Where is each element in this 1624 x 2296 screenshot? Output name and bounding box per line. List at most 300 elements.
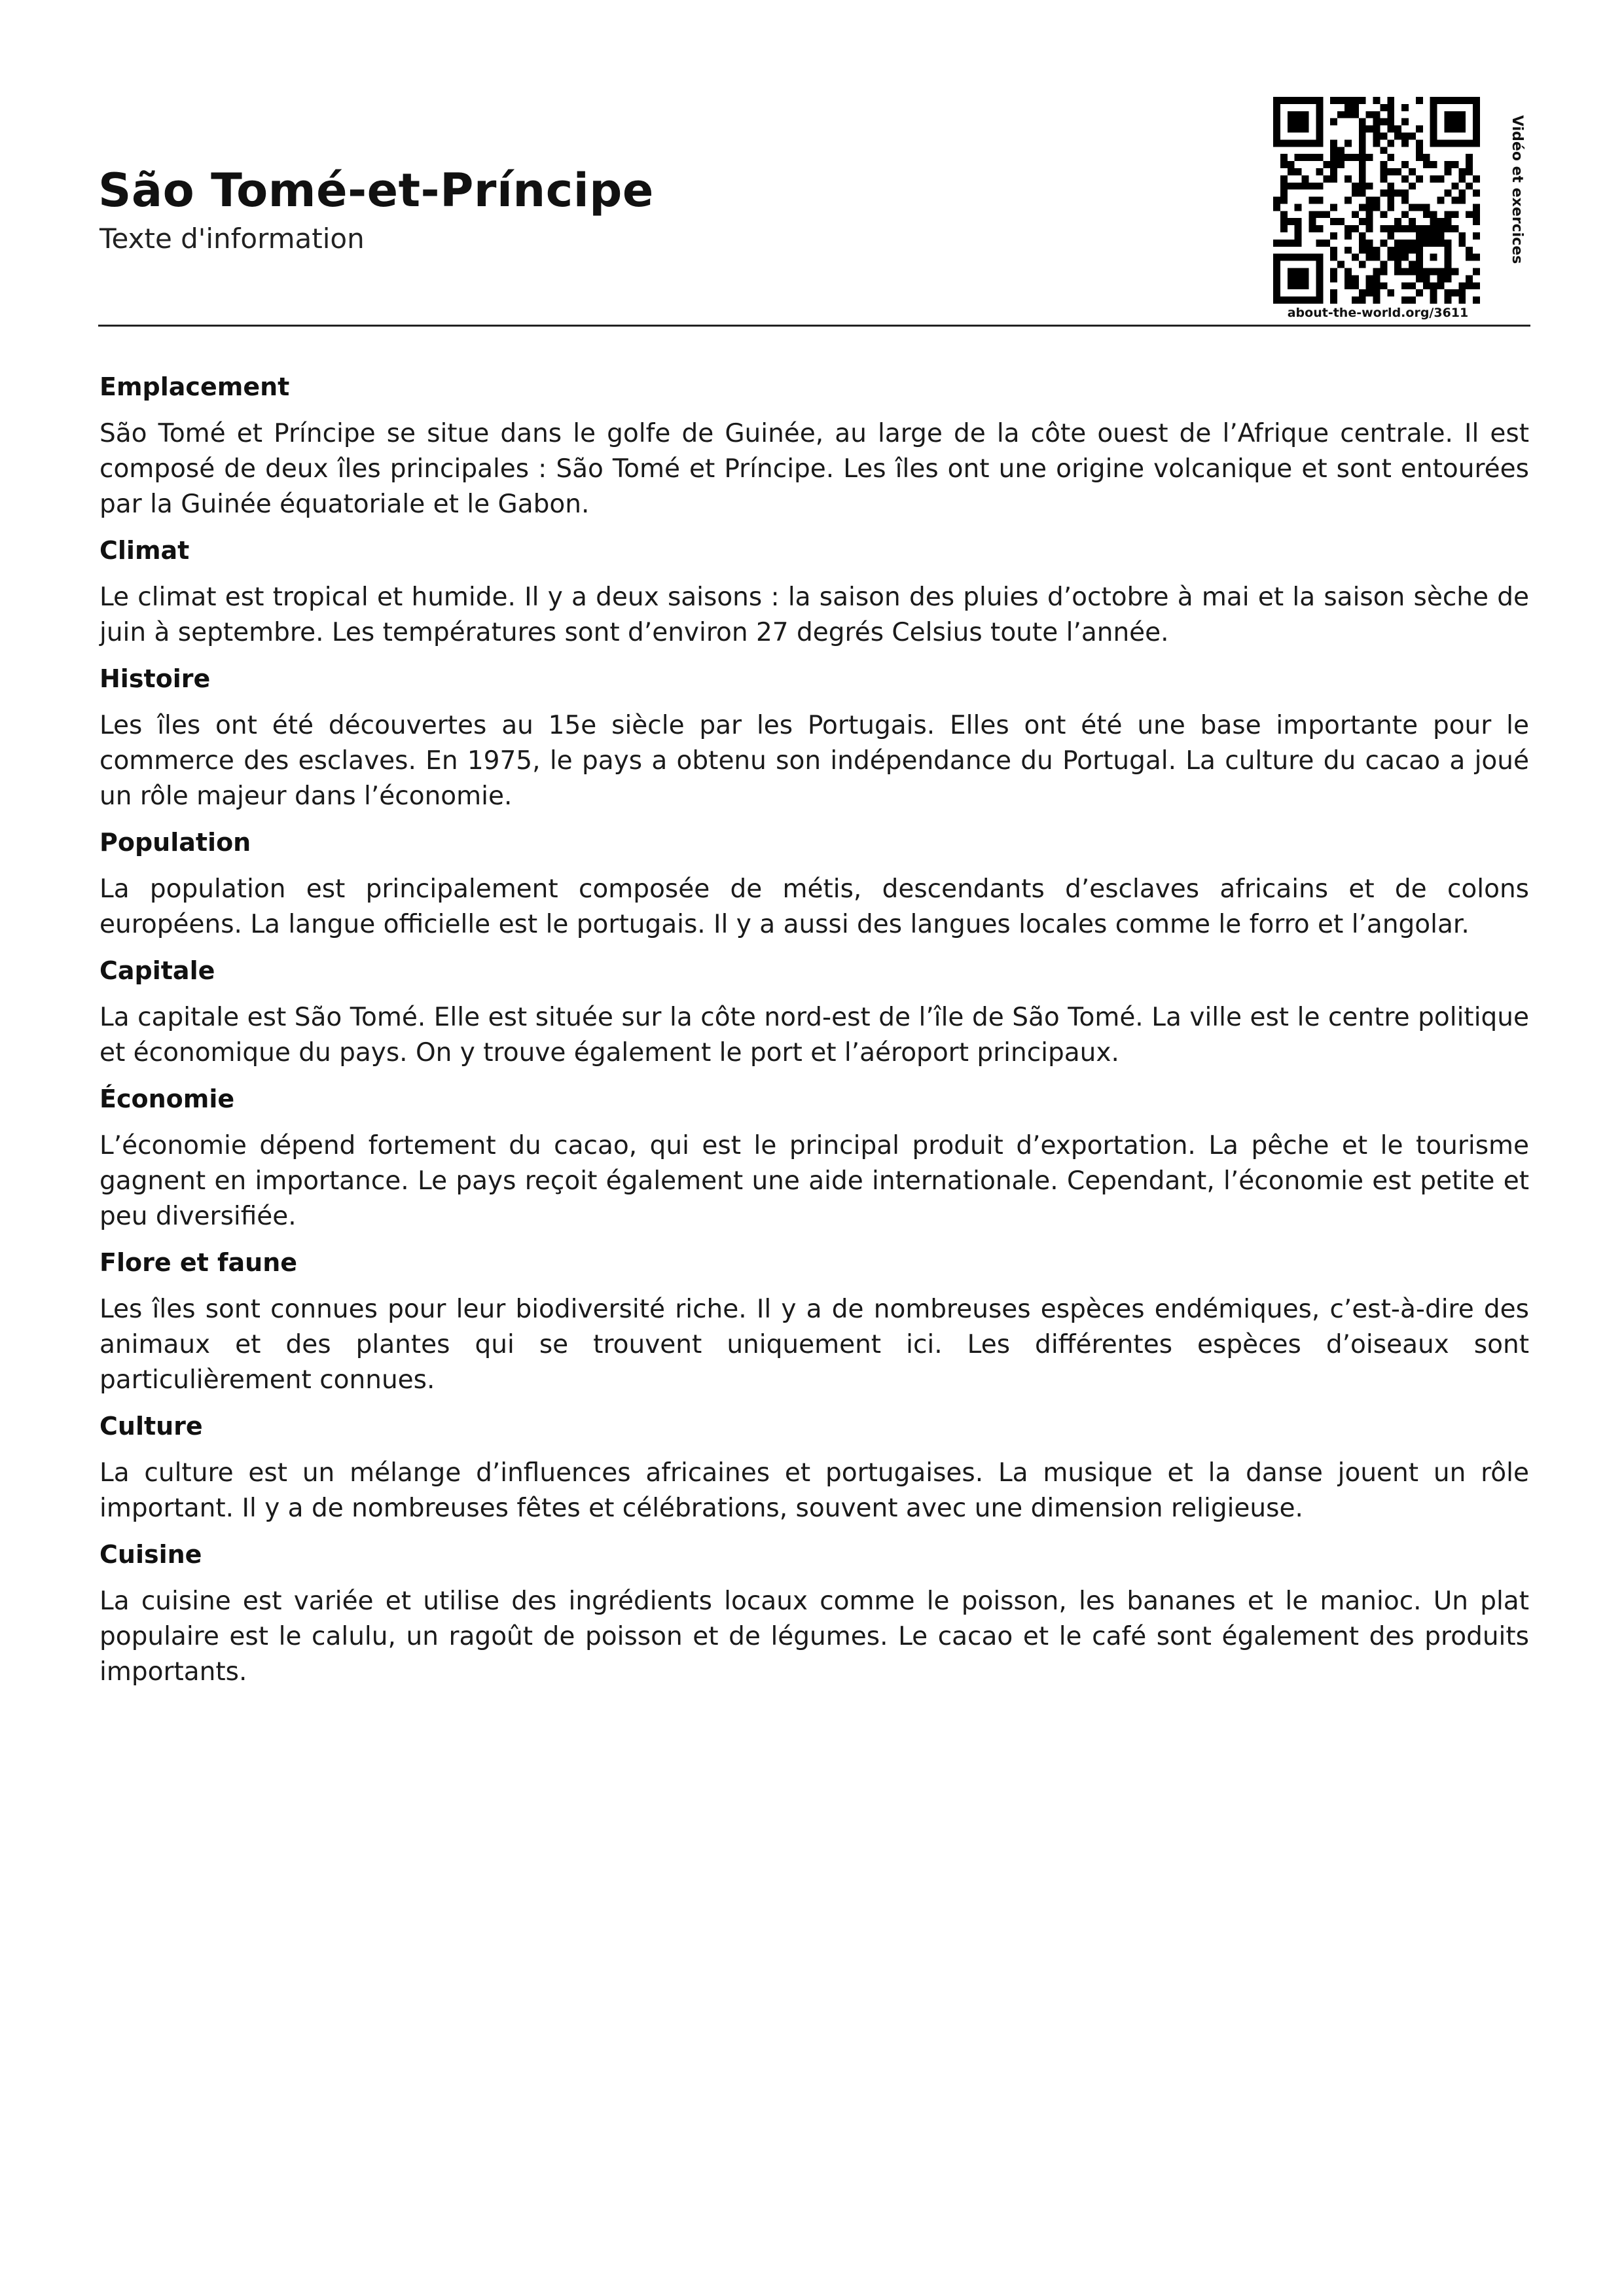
qr-module xyxy=(1416,289,1423,296)
qr-module xyxy=(1366,247,1373,254)
qr-module xyxy=(1394,225,1401,232)
qr-module xyxy=(1401,254,1409,261)
qr-module xyxy=(1359,147,1366,154)
qr-module xyxy=(1288,254,1295,261)
qr-module xyxy=(1430,175,1437,183)
qr-module xyxy=(1366,204,1373,211)
qr-module xyxy=(1430,218,1437,225)
qr-module xyxy=(1302,154,1309,161)
section-paragraph: La capitale est São Tomé. Elle est située sur la côte nord-est de l’île de São Tomé. La ville est le centre politique et économique du pays. On y trouve également le port et l’aéroport principaux. xyxy=(99,1003,1529,1067)
qr-module xyxy=(1458,232,1466,240)
qr-module xyxy=(1445,268,1452,276)
qr-module xyxy=(1416,97,1423,104)
qr-module xyxy=(1295,97,1302,104)
qr-module xyxy=(1423,204,1430,211)
qr-module xyxy=(1473,126,1480,133)
qr-module xyxy=(1380,104,1387,111)
qr-module xyxy=(1295,218,1302,225)
qr-module xyxy=(1366,154,1373,161)
qr-module xyxy=(1352,282,1359,289)
section-heading: Population xyxy=(99,828,251,857)
qr-module xyxy=(1430,126,1437,133)
section-climat xyxy=(99,535,1529,651)
qr-module xyxy=(1366,126,1373,133)
qr-module xyxy=(1316,197,1323,204)
qr-module xyxy=(1401,225,1409,232)
qr-module xyxy=(1295,275,1302,282)
section-heading: Emplacement xyxy=(99,372,290,401)
qr-module xyxy=(1330,154,1337,161)
qr-module xyxy=(1387,111,1394,118)
qr-module xyxy=(1273,240,1280,247)
qr-module xyxy=(1330,247,1337,254)
qr-module xyxy=(1445,225,1452,232)
qr-module xyxy=(1366,282,1373,289)
qr-module xyxy=(1280,211,1288,218)
qr-module xyxy=(1409,183,1416,190)
qr-module xyxy=(1302,183,1309,190)
qr-module xyxy=(1352,211,1359,218)
qr-module xyxy=(1280,175,1288,183)
header-divider xyxy=(98,325,1530,327)
qr-module xyxy=(1280,254,1288,261)
qr-module xyxy=(1380,175,1387,183)
qr-module xyxy=(1430,211,1437,218)
qr-module xyxy=(1316,118,1323,126)
qr-module xyxy=(1273,118,1280,126)
qr-module xyxy=(1280,190,1288,197)
section-paragraph: Les îles sont connues pour leur biodiversité riche. Il y a de nombreuses espèces endémiques, c’est-à-dire des animaux et des plantes qui se trouvent uniquement ici. Les différentes espèces d’oiseaux sont particulièrement connues. xyxy=(99,1295,1529,1395)
qr-module xyxy=(1466,139,1473,147)
qr-module xyxy=(1416,232,1423,240)
qr-module xyxy=(1423,240,1430,247)
qr-module xyxy=(1430,97,1437,104)
qr-module xyxy=(1387,139,1394,147)
qr-module xyxy=(1366,225,1373,232)
qr-module xyxy=(1423,211,1430,218)
qr-module xyxy=(1288,168,1295,175)
qr-module xyxy=(1295,154,1302,161)
qr-module xyxy=(1308,225,1316,232)
qr-module xyxy=(1387,247,1394,254)
qr-module xyxy=(1323,240,1330,247)
qr-module xyxy=(1366,240,1373,247)
qr-module xyxy=(1380,161,1387,168)
qr-module xyxy=(1273,275,1280,282)
qr-module xyxy=(1337,261,1344,268)
section-paragraph: L’économie dépend fortement du cacao, qui est le principal produit d’exportation. La pêche et le tourisme gagnent en importance. Le pays reçoit également une aide internationale. Cependant, l’économie est petite et peu diversifiée. xyxy=(99,1131,1529,1231)
qr-module xyxy=(1316,97,1323,104)
qr-module xyxy=(1445,190,1452,197)
section-economie xyxy=(99,1084,1529,1234)
qr-module xyxy=(1316,126,1323,133)
qr-module xyxy=(1302,275,1309,282)
qr-module xyxy=(1280,139,1288,147)
qr-module xyxy=(1359,218,1366,225)
qr-module xyxy=(1280,197,1288,204)
qr-module xyxy=(1288,111,1295,118)
qr-module xyxy=(1288,240,1295,247)
qr-module xyxy=(1451,161,1458,168)
qr-module xyxy=(1394,190,1401,197)
qr-module xyxy=(1323,161,1330,168)
qr-module xyxy=(1445,161,1452,168)
qr-module xyxy=(1316,154,1323,161)
qr-module xyxy=(1302,175,1309,183)
qr-module xyxy=(1445,139,1452,147)
qr-module xyxy=(1380,225,1387,232)
qr-module xyxy=(1288,218,1295,225)
qr-module xyxy=(1466,254,1473,261)
qr-module xyxy=(1401,190,1409,197)
qr-module xyxy=(1401,175,1409,183)
qr-module xyxy=(1445,111,1452,118)
qr-module xyxy=(1380,118,1387,126)
qr-module xyxy=(1280,97,1288,104)
qr-module xyxy=(1344,139,1352,147)
qr-module xyxy=(1316,296,1323,304)
qr-module xyxy=(1302,126,1309,133)
qr-module xyxy=(1359,139,1366,147)
qr-module xyxy=(1466,282,1473,289)
qr-module xyxy=(1387,289,1394,296)
section-heading: Histoire xyxy=(99,664,211,693)
qr-module xyxy=(1466,275,1473,282)
qr-module xyxy=(1359,126,1366,133)
qr-module xyxy=(1295,111,1302,118)
qr-module xyxy=(1451,118,1458,126)
qr-module xyxy=(1344,247,1352,254)
qr-module xyxy=(1416,204,1423,211)
qr-module xyxy=(1437,218,1445,225)
qr-module xyxy=(1308,254,1316,261)
qr-module xyxy=(1437,197,1445,204)
qr-module xyxy=(1273,139,1280,147)
qr-module xyxy=(1473,97,1480,104)
qr-module xyxy=(1445,261,1452,268)
qr-module xyxy=(1458,289,1466,296)
qr-module xyxy=(1473,190,1480,197)
qr-module xyxy=(1302,118,1309,126)
qr-module xyxy=(1273,104,1280,111)
qr-module xyxy=(1316,261,1323,268)
qr-module xyxy=(1330,147,1337,154)
qr-module xyxy=(1409,132,1416,139)
qr-module xyxy=(1373,97,1380,104)
qr-module xyxy=(1302,111,1309,118)
qr-module xyxy=(1316,183,1323,190)
qr-module xyxy=(1458,126,1466,133)
qr-module xyxy=(1409,268,1416,276)
qr-block xyxy=(1273,92,1528,321)
qr-module xyxy=(1445,289,1452,296)
qr-module xyxy=(1295,139,1302,147)
qr-module xyxy=(1373,197,1380,204)
qr-module xyxy=(1401,240,1409,247)
qr-module xyxy=(1302,282,1309,289)
qr-module xyxy=(1437,282,1445,289)
qr-module xyxy=(1409,225,1416,232)
qr-module xyxy=(1330,97,1337,104)
qr-module xyxy=(1302,254,1309,261)
qr-module xyxy=(1387,190,1394,197)
qr-module xyxy=(1430,225,1437,232)
qr-module xyxy=(1273,282,1280,289)
qr-module xyxy=(1373,296,1380,304)
qr-module xyxy=(1430,268,1437,276)
qr-module xyxy=(1344,225,1352,232)
qr-module xyxy=(1330,161,1337,168)
qr-code-icon[interactable] xyxy=(1273,97,1480,304)
qr-module xyxy=(1373,204,1380,211)
qr-module xyxy=(1451,97,1458,104)
qr-module xyxy=(1437,175,1445,183)
qr-module xyxy=(1473,104,1480,111)
qr-module xyxy=(1273,132,1280,139)
qr-module xyxy=(1394,240,1401,247)
qr-module xyxy=(1473,211,1480,218)
section-heading: Climat xyxy=(99,536,190,565)
qr-module xyxy=(1302,268,1309,276)
section-heading: Cuisine xyxy=(99,1540,202,1569)
qr-module xyxy=(1373,275,1380,282)
qr-module xyxy=(1337,111,1344,118)
qr-module xyxy=(1316,268,1323,276)
qr-module xyxy=(1330,118,1337,126)
qr-module xyxy=(1316,282,1323,289)
page-subtitle: Texte d'information xyxy=(99,223,365,255)
qr-module xyxy=(1280,183,1288,190)
qr-module xyxy=(1394,261,1401,268)
qr-module xyxy=(1344,97,1352,104)
qr-module xyxy=(1344,154,1352,161)
qr-module xyxy=(1359,118,1366,126)
qr-module xyxy=(1316,275,1323,282)
qr-module xyxy=(1445,211,1452,218)
qr-module xyxy=(1366,289,1373,296)
qr-module xyxy=(1473,232,1480,240)
qr-module xyxy=(1344,197,1352,204)
qr-module xyxy=(1280,154,1288,161)
qr-module xyxy=(1380,132,1387,139)
qr-module xyxy=(1437,139,1445,147)
qr-module xyxy=(1295,225,1302,232)
qr-module xyxy=(1466,97,1473,104)
qr-module xyxy=(1359,97,1366,104)
qr-module xyxy=(1330,296,1337,304)
qr-module xyxy=(1352,275,1359,282)
qr-module xyxy=(1387,97,1394,104)
qr-module xyxy=(1387,168,1394,175)
qr-module xyxy=(1380,211,1387,218)
qr-module xyxy=(1401,282,1409,289)
qr-module xyxy=(1401,268,1409,276)
qr-module xyxy=(1430,161,1437,168)
qr-module xyxy=(1373,118,1380,126)
qr-module xyxy=(1330,204,1337,211)
qr-module xyxy=(1458,168,1466,175)
section-heading: Culture xyxy=(99,1412,203,1441)
qr-module xyxy=(1466,247,1473,254)
qr-module xyxy=(1458,190,1466,197)
qr-module xyxy=(1387,183,1394,190)
qr-module xyxy=(1394,218,1401,225)
qr-module xyxy=(1344,232,1352,240)
qr-module xyxy=(1423,232,1430,240)
qr-module xyxy=(1437,232,1445,240)
qr-module xyxy=(1445,254,1452,261)
qr-module xyxy=(1380,261,1387,268)
qr-module xyxy=(1445,118,1452,126)
qr-module xyxy=(1458,175,1466,183)
qr-module xyxy=(1316,211,1323,218)
qr-module xyxy=(1316,289,1323,296)
qr-module xyxy=(1437,275,1445,282)
qr-module xyxy=(1373,282,1380,289)
qr-module xyxy=(1302,296,1309,304)
qr-module xyxy=(1451,289,1458,296)
qr-module xyxy=(1295,118,1302,126)
qr-link[interactable]: about-the-world.org/3611 xyxy=(1287,306,1469,320)
qr-module xyxy=(1366,254,1373,261)
qr-module xyxy=(1387,254,1394,261)
qr-module xyxy=(1466,154,1473,161)
qr-module xyxy=(1337,218,1344,225)
qr-module xyxy=(1458,118,1466,126)
qr-module xyxy=(1380,147,1387,154)
qr-module xyxy=(1387,197,1394,204)
qr-module xyxy=(1430,254,1437,261)
qr-module xyxy=(1308,211,1316,218)
qr-module xyxy=(1280,161,1288,168)
qr-module xyxy=(1473,218,1480,225)
qr-module xyxy=(1380,282,1387,289)
qr-module xyxy=(1352,190,1359,197)
qr-module xyxy=(1387,232,1394,240)
qr-module xyxy=(1288,126,1295,133)
qr-module xyxy=(1416,268,1423,276)
qr-module xyxy=(1366,218,1373,225)
qr-module xyxy=(1273,254,1280,261)
section-emplacement xyxy=(99,372,1529,522)
qr-module xyxy=(1316,132,1323,139)
qr-module xyxy=(1316,254,1323,261)
qr-module xyxy=(1387,126,1394,133)
qr-module xyxy=(1401,132,1409,139)
qr-module xyxy=(1409,247,1416,254)
page-header xyxy=(98,92,1528,325)
qr-module xyxy=(1394,168,1401,175)
section-paragraph: La cuisine est variée et utilise des ingrédients locaux comme le poisson, les bananes et le manioc. Un plat populaire est le calulu, un ragoût de poisson et de légumes. Le cacao et le café sont également des produits importants. xyxy=(99,1587,1529,1687)
qr-module xyxy=(1316,111,1323,118)
qr-module xyxy=(1302,97,1309,104)
qr-module xyxy=(1451,111,1458,118)
qr-module xyxy=(1273,296,1280,304)
qr-module xyxy=(1330,254,1337,261)
section-paragraph: La population est principalement composée de métis, descendants d’esclaves africains et de colons européens. La langue officielle est le portugais. Il y a aussi des langues locales comme le forro et l’angolar. xyxy=(99,874,1529,939)
qr-module xyxy=(1394,254,1401,261)
qr-module xyxy=(1401,211,1409,218)
qr-module xyxy=(1445,218,1452,225)
qr-module xyxy=(1359,183,1366,190)
qr-module xyxy=(1295,183,1302,190)
qr-module xyxy=(1401,118,1409,126)
qr-module xyxy=(1466,168,1473,175)
qr-module xyxy=(1473,118,1480,126)
qr-module xyxy=(1316,168,1323,175)
qr-module xyxy=(1387,104,1394,111)
qr-module xyxy=(1273,268,1280,276)
qr-module xyxy=(1352,296,1359,304)
qr-module xyxy=(1323,211,1330,218)
qr-module xyxy=(1451,211,1458,218)
qr-module xyxy=(1352,104,1359,111)
qr-module xyxy=(1316,225,1323,232)
section-paragraph: São Tomé et Príncipe se situe dans le golfe de Guinée, au large de la côte ouest de l’Afrique centrale. Il est composé de deux îles principales : São Tomé et Príncipe. Les îles ont une origine volcanique et sont entourées par la Guinée équatoriale et le Gabon. xyxy=(99,419,1529,519)
qr-module xyxy=(1330,175,1337,183)
qr-module xyxy=(1409,240,1416,247)
qr-module xyxy=(1394,247,1401,254)
qr-module xyxy=(1288,118,1295,126)
qr-module xyxy=(1458,282,1466,289)
qr-module xyxy=(1330,168,1337,175)
qr-module xyxy=(1352,254,1359,261)
qr-module xyxy=(1445,126,1452,133)
qr-module xyxy=(1409,168,1416,175)
qr-module xyxy=(1373,247,1380,254)
section-heading: Économie xyxy=(99,1085,235,1113)
qr-module xyxy=(1473,296,1480,304)
qr-module xyxy=(1451,268,1458,276)
qr-module xyxy=(1416,147,1423,154)
qr-module xyxy=(1430,282,1437,289)
qr-module xyxy=(1437,268,1445,276)
qr-module xyxy=(1473,204,1480,211)
qr-module xyxy=(1295,126,1302,133)
qr-module xyxy=(1288,183,1295,190)
qr-module xyxy=(1302,139,1309,147)
qr-module xyxy=(1409,218,1416,225)
qr-module xyxy=(1344,111,1352,118)
qr-module xyxy=(1337,147,1344,154)
qr-module xyxy=(1330,139,1337,147)
qr-module xyxy=(1458,97,1466,104)
qr-module xyxy=(1473,268,1480,276)
qr-module xyxy=(1359,168,1366,175)
qr-module xyxy=(1330,268,1337,276)
qr-module xyxy=(1288,139,1295,147)
qr-module xyxy=(1416,275,1423,282)
qr-module xyxy=(1466,183,1473,190)
qr-module xyxy=(1473,282,1480,289)
section-heading: Flore et faune xyxy=(99,1248,298,1277)
qr-module xyxy=(1359,289,1366,296)
qr-module xyxy=(1430,289,1437,296)
qr-module xyxy=(1273,97,1280,104)
qr-module xyxy=(1359,296,1366,304)
qr-module xyxy=(1288,296,1295,304)
section-cuisine xyxy=(99,1539,1529,1690)
qr-module xyxy=(1373,132,1380,139)
qr-module xyxy=(1295,240,1302,247)
qr-module xyxy=(1352,225,1359,232)
qr-module xyxy=(1401,161,1409,168)
qr-module xyxy=(1373,111,1380,118)
qr-module xyxy=(1316,139,1323,147)
qr-module xyxy=(1387,118,1394,126)
qr-module xyxy=(1295,268,1302,276)
qr-module xyxy=(1352,183,1359,190)
